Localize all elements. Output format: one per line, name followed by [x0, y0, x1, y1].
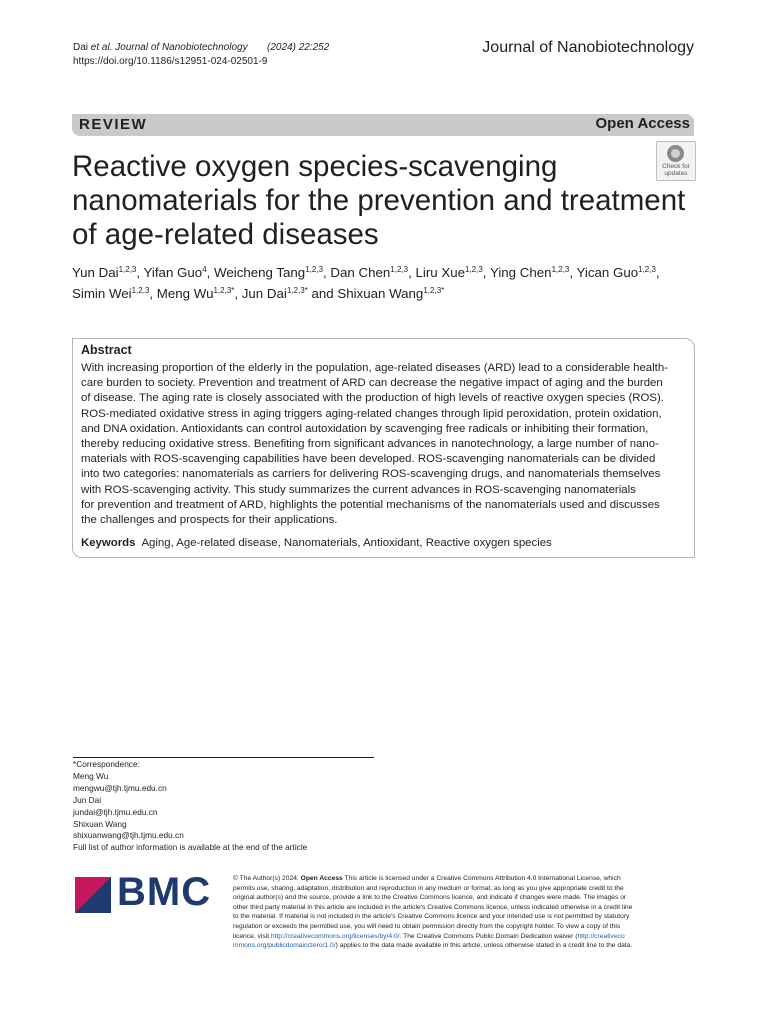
abstract-line: with ROS-scavenging activity. This study summarizes the current advances in ROS-scavenging nanomaterials	[81, 483, 636, 496]
correspondence-email[interactable]: mengwu@tjh.tjmu.edu.cn	[73, 782, 167, 793]
author-affiliation: 1,2,3*	[286, 286, 308, 295]
title-line: of age-related diseases	[72, 218, 379, 251]
title-line: Reactive oxygen species-scavenging	[72, 150, 558, 183]
keywords-line	[81, 537, 552, 549]
author-name: Shixuan Wang	[337, 286, 424, 301]
header-journal-citation: et al. Journal of Nanobiotechnology	[90, 42, 248, 53]
abstract-line: materials with ROS-scavenging capabilities have been developed. ROS-scavenging nanomaterials can be divided	[81, 453, 656, 466]
open-access-bold: Open Access	[300, 875, 343, 882]
abstract-line: into two categories: nanomaterials as carriers for delivering ROS-scavenging drugs, and nanomaterials themselves	[81, 468, 661, 481]
abstract-line: ROS-mediated oxidative stress in aging triggers aging-related changes through lipid peroxidation, protein oxidation,	[81, 407, 662, 420]
author-name: Meng Wu	[156, 286, 214, 301]
check-updates-text: updates	[664, 170, 688, 177]
author-line: Yun Dai$^{1,2,3}$, Yifan Guo$^4$, Weicheng Tang$^{1,2,3}$, Dan Chen$^{1,2,3}$, Liru Xue$^{1,2,3}$, Ying Chen$^{1,2,3}$, Yican Guo$^{1,2,3}$,	[72, 265, 660, 280]
license-line: to the material. If material is not included in the article's Creative Commons licence and your intended use is not permitted by statutory	[233, 913, 630, 921]
author-affiliation: 1,2,3	[390, 265, 409, 274]
bmc-logo-text: BMC	[117, 870, 212, 914]
author-name: Liru Xue	[415, 265, 465, 280]
correspondence-name: Jun Dai	[73, 794, 102, 805]
author-affiliation: 1,2,3*	[423, 286, 445, 295]
cc0-link[interactable]: mmons.org/publicdomain/zero/1.0/	[233, 942, 336, 950]
correspondence-label: *Correspondence:	[73, 759, 140, 769]
cc0-link[interactable]: http://creativeco	[577, 932, 625, 940]
author-name: Ying Chen	[489, 265, 552, 280]
author-name: Weicheng Tang	[214, 265, 306, 280]
keywords-label: Keywords	[81, 537, 136, 549]
author-affiliation: 1,2,3	[551, 265, 570, 274]
license-line: permits use, sharing, adaptation, distribution and reproduction in any medium or format, as long as you give appropriate credit to the	[233, 884, 624, 892]
author-info-note: Full list of author information is available at the end of the article	[73, 842, 308, 853]
license-line: other third party material in this article are included in the article's Creative Commons licence, unless indicated otherwise in a credit line	[233, 903, 633, 911]
author-affiliation: 1,2,3*	[213, 286, 235, 295]
author-affiliation: 1,2,3	[638, 265, 656, 274]
author-affiliation: 1,2,3	[131, 286, 150, 295]
abstract-line: for prevention and treatment of ARD, highlights the potential mechanisms of the nanomaterials used and discusses	[81, 498, 660, 511]
correspondence-name: Shixuan Wang	[73, 818, 127, 829]
license-line: © The Author(s) 2024. Open Access This article is licensed under a Creative Commons Attribution 4.0 International License, which	[233, 875, 621, 882]
author-affiliation: 1,2,3	[118, 265, 137, 274]
author-name: Jun Dai	[241, 286, 287, 301]
check-for-updates-button[interactable]	[656, 141, 696, 181]
abstract-line: care burden to society. Prevention and treatment of ARD can decrease the negative impact of aging and the burden	[81, 377, 663, 390]
author-name: Yun Dai	[72, 265, 119, 280]
abstract-line: With increasing proportion of the elderly in the population, age-related diseases (ARD) lead to a considerable health-	[81, 362, 668, 374]
header-author: Dai	[73, 42, 91, 53]
author-affiliation: 1,2,3	[465, 265, 483, 274]
author-affiliation: 1,2,3	[305, 265, 324, 274]
article-type-label: REVIEW	[79, 116, 148, 133]
footnote-divider	[73, 757, 374, 758]
author-list	[72, 262, 712, 304]
license-text	[233, 874, 703, 951]
license-line: licence, visit http://creativecommons.org/licenses/by/4.0/. The Creative Commons Public Domain Dedication waiver (http://creativeco	[233, 932, 625, 940]
article-title	[72, 150, 702, 252]
abstract-line: thereby reducing oxidative stress. Benefiting from significant advances in nanotechnology, a large number of nano-	[81, 438, 659, 451]
author-line: Simin Wei$^{1,2,3}$, Meng $Wu^{1,2,3*}$, Jun Dai$^{1,2,3*}$ and Shixuan Wang$^{1,2,3*}$	[72, 286, 445, 301]
update-badge-icon	[667, 145, 684, 162]
author-name: Yifan Guo	[143, 265, 203, 280]
author-name: Simin Wei	[72, 286, 132, 301]
open-access-label: Open Access	[595, 115, 690, 132]
author-name: Dan Chen	[330, 265, 391, 280]
header-year-volume: (2024) 22:252	[267, 42, 330, 53]
abstract-line: and DNA oxidation. Antioxidants can control autoxidation by scavenging free radicals or inhibiting their formation,	[81, 422, 649, 435]
running-header	[73, 41, 329, 69]
license-line: regulation or exceeds the permitted use, you will need to obtain permission directly from the copyright holder. To view a copy of this	[233, 922, 621, 930]
correspondence-email[interactable]: shixuanwang@tjh.tjmu.edu.cn	[73, 830, 184, 841]
abstract-text	[81, 361, 691, 528]
abstract-line: the challenges and prospects for their applications.	[81, 514, 338, 527]
abstract-heading: Abstract	[81, 343, 132, 357]
journal-name: Journal of Nanobiotechnology	[482, 39, 694, 56]
check-updates-text: Check for	[662, 163, 690, 170]
title-line: nanomaterials for the prevention and treatment	[72, 184, 686, 217]
author-affiliation: 4	[202, 265, 207, 274]
license-line: original author(s) and the source, provide a link to the Creative Commons licence, and indicate if changes were made. The images or	[233, 894, 627, 902]
abstract-line: of disease. The aging rate is closely associated with the production of high levels of reactive oxygen species (ROS).	[81, 392, 664, 405]
author-name: Yican Guo	[576, 265, 639, 280]
keywords-list: Aging, Age-related disease, Nanomaterials, Antioxidant, Reactive oxygen species	[141, 537, 552, 549]
correspondence-block	[73, 759, 307, 854]
license-line: mmons.org/publicdomain/zero/1.0/) applies to the data made available in this article, unless otherwise stated in a credit line to the data.	[233, 942, 633, 950]
doi-link[interactable]: https://doi.org/10.1186/s12951-024-02501-9	[73, 56, 268, 67]
correspondence-email[interactable]: jundai@tjh.tjmu.edu.cn	[73, 806, 158, 817]
correspondence-name: Meng Wu	[73, 770, 109, 781]
bmc-logo-icon	[75, 877, 111, 913]
license-link[interactable]: http://creativecommons.org/licenses/by/4.0/	[270, 932, 400, 940]
